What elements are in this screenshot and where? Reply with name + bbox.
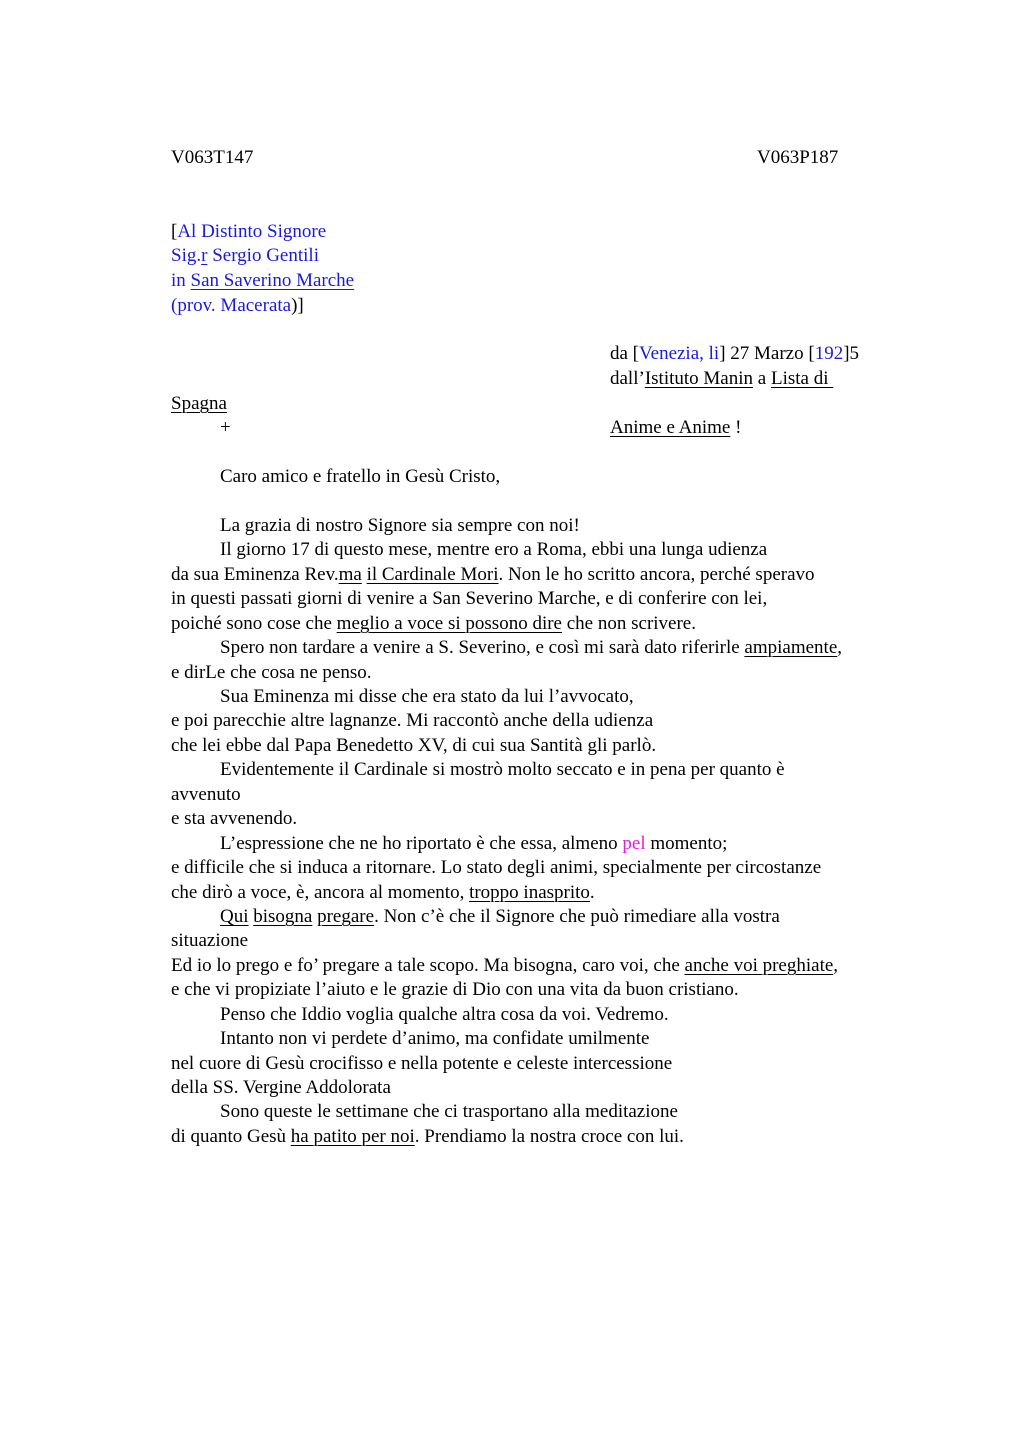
body-line: Sua Eminenza mi disse che era stato da lui l’avvocato,: [220, 686, 634, 707]
body-line: [220, 905, 780, 929]
underlined-span: ma: [338, 564, 362, 585]
body-line: Penso che Iddio voglia qualche altra cosa da voi. Vedremo.: [220, 1004, 669, 1025]
document-code-right: V063P187: [757, 147, 839, 168]
motto-text: Anime e Anime: [610, 417, 731, 438]
dateline-istituto: Istituto Manin: [644, 368, 754, 389]
cross-symbol: +: [220, 417, 231, 438]
address-close: )]: [291, 295, 304, 316]
body-line: Intanto non vi perdete d’animo, ma confidate umilmente: [220, 1028, 650, 1049]
dateline-origin: [610, 367, 833, 391]
body-line: avvenuto: [171, 784, 241, 805]
dateline-lista: Lista di: [770, 368, 834, 389]
salutation: Caro amico e fratello in Gesù Cristo,: [220, 466, 501, 487]
body-line: che lei ebbe dal Papa Benedetto XV, di cui sua Santità gli parlò.: [171, 735, 657, 756]
document-code-left: V063T147: [171, 147, 254, 168]
body-line: [171, 881, 595, 905]
dateline-a: a: [753, 368, 771, 389]
address-line-1: [Al Distinto Signore: [171, 221, 327, 242]
dateline-year-end: ]5: [843, 343, 860, 364]
underlined-span: bisogna: [253, 906, 313, 927]
address-line-3: [171, 269, 354, 293]
underlined-span: il Cardinale Mori: [366, 564, 499, 585]
dateline-year-part: 192: [814, 343, 844, 364]
underlined-span: troppo inasprito: [469, 882, 590, 903]
text-span: momento;: [645, 833, 728, 854]
body-line: situazione: [171, 930, 249, 951]
text-span: L’espressione che ne ho riportato è che essa, almeno: [220, 833, 623, 854]
underlined-span: meglio a voce si possono dire: [336, 613, 562, 634]
underlined-span: ha patito per noi: [290, 1126, 415, 1147]
address-sig: Sig.: [171, 245, 202, 266]
body-line: Evidentemente il Cardinale si mostrò molto seccato e in pena per quanto è: [220, 759, 785, 780]
underlined-span: ampiamente: [744, 637, 838, 658]
address-name: Sergio Gentili: [207, 245, 319, 266]
highlighted-span: pel: [622, 833, 646, 854]
body-line: nel cuore di Gesù crocifisso e nella potente e celeste intercessione: [171, 1053, 673, 1074]
text-span: che non scrivere.: [562, 613, 696, 634]
dateline-dall: dall’: [610, 368, 645, 389]
underlined-span: anche voi preghiate: [684, 955, 834, 976]
text-span: Ed io lo prego e fo’ pregare a tale scopo. Ma bisogna, caro voi, che: [171, 955, 685, 976]
motto-excl: !: [730, 417, 742, 438]
body-line: [171, 954, 838, 978]
address-place: San Saverino Marche: [190, 270, 355, 291]
dateline-day-month: ] 27 Marzo [: [719, 343, 815, 364]
body-line: in questi passati giorni di venire a San Severino Marche, e di conferire con lei,: [171, 588, 768, 609]
text-span: .: [589, 882, 595, 903]
text-span: da sua Eminenza Rev.: [171, 564, 339, 585]
body-line: Sono queste le settimane che ci trasportano alla meditazione: [220, 1101, 678, 1122]
dateline-spagna: Spagna: [171, 393, 227, 414]
address-province: (prov. Macerata: [171, 295, 292, 316]
body-line: La grazia di nostro Signore sia sempre con noi!: [220, 515, 580, 536]
underlined-span: Qui: [220, 906, 249, 927]
dateline-city: Venezia, li: [639, 343, 720, 364]
body-line: e difficile che si induca a ritornare. Lo stato degli animi, specialmente per circostanze: [171, 857, 822, 878]
body-line: [220, 636, 842, 660]
text-span: ,: [833, 955, 839, 976]
text-span: di quanto Gesù: [171, 1126, 291, 1147]
body-line: [171, 612, 696, 636]
body-line: [171, 1125, 684, 1149]
text-span: ,: [837, 637, 843, 658]
body-line: e dirLe che cosa ne penso.: [171, 662, 372, 683]
body-line: della SS. Vergine Addolorata: [171, 1077, 391, 1098]
text-span: . Prendiamo la nostra croce con lui.: [414, 1126, 684, 1147]
address-line-2: [171, 244, 319, 268]
address-in: in: [171, 270, 191, 291]
body-line: Il giorno 17 di questo mese, mentre ero a Roma, ebbi una lunga udienza: [220, 539, 768, 560]
text-span: . Non c’è che il Signore che può rimediare alla vostra: [374, 906, 780, 927]
underlined-span: pregare: [317, 906, 375, 927]
body-line: [220, 832, 727, 856]
dateline-da: da [: [610, 343, 640, 364]
body-line: e poi parecchie altre lagnanze. Mi raccontò anche della udienza: [171, 710, 654, 731]
text-span: Spero non tardare a venire a S. Severino, e così mi sarà dato riferirle: [220, 637, 745, 658]
body-line: [171, 563, 815, 587]
text-span: . Non le ho scritto ancora, perché speravo: [498, 564, 815, 585]
body-line: e sta avvenendo.: [171, 808, 298, 829]
text-span: che dirò a voce, è, ancora al momento,: [171, 882, 470, 903]
address-recipient-title: Al Distinto Signore: [177, 221, 327, 242]
address-sig-r: r: [201, 245, 208, 266]
text-span: poiché sono cose che: [171, 613, 337, 634]
motto: [610, 416, 741, 440]
address-line-4: [171, 294, 304, 318]
body-line: e che vi propiziate l’aiuto e le grazie di Dio con una vita da buon cristiano.: [171, 979, 739, 1000]
dateline-date: [610, 342, 859, 366]
